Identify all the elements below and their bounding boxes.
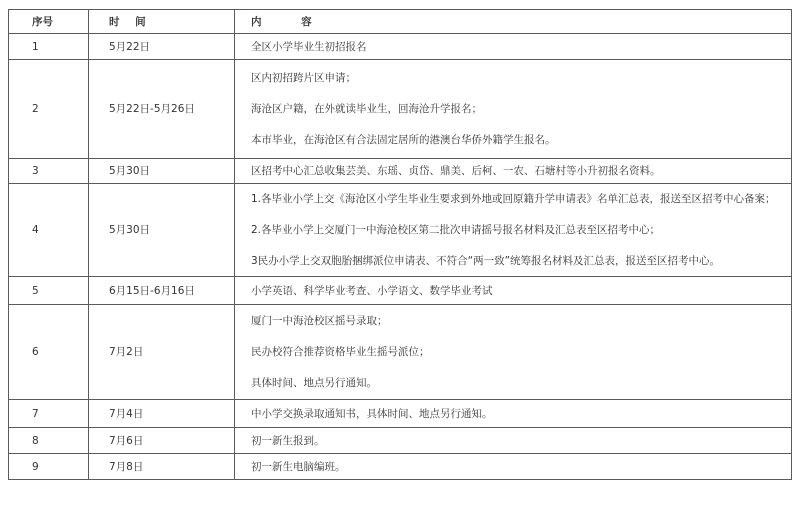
table-row bbox=[9, 60, 792, 159]
table-row bbox=[9, 159, 792, 184]
content-line: 区内初招跨片区申请； bbox=[251, 72, 356, 84]
header-time-label: 时 间 bbox=[109, 15, 152, 28]
cell-no: 7 bbox=[9, 400, 89, 428]
cell-no: 1 bbox=[9, 34, 89, 60]
table-header bbox=[9, 10, 792, 34]
cell-time: 7月6日 bbox=[89, 428, 235, 454]
cell-content bbox=[235, 454, 792, 480]
cell-no: 5 bbox=[9, 277, 89, 305]
cell-time: 5月30日 bbox=[89, 159, 235, 184]
cell-no: 9 bbox=[9, 454, 89, 480]
content-line: 中小学交换录取通知书，具体时间、地点另行通知。 bbox=[251, 407, 493, 420]
schedule-table bbox=[8, 9, 792, 480]
header-content bbox=[235, 10, 792, 34]
content-line: 具体时间、地点另行通知。 bbox=[251, 377, 377, 389]
cell-content bbox=[235, 305, 792, 400]
table-row bbox=[9, 400, 792, 428]
header-time bbox=[89, 10, 235, 34]
cell-time: 6月15日-6月16日 bbox=[89, 277, 235, 305]
table-row bbox=[9, 277, 792, 305]
header-content-label: 内 容 bbox=[251, 15, 330, 28]
cell-time: 5月22日-5月26日 bbox=[89, 60, 235, 159]
content-line: 海沧区户籍，在外就读毕业生，回海沧升学报名； bbox=[251, 103, 482, 115]
header-row bbox=[9, 10, 792, 34]
table-row bbox=[9, 305, 792, 400]
cell-content bbox=[235, 159, 792, 184]
cell-content bbox=[235, 277, 792, 305]
table-row bbox=[9, 184, 792, 277]
header-no-label: 序号 bbox=[32, 15, 53, 28]
cell-time: 5月22日 bbox=[89, 34, 235, 60]
cell-no: 2 bbox=[9, 60, 89, 159]
content-line: 小学英语、科学毕业考查、小学语文、数学毕业考试 bbox=[251, 284, 493, 297]
table-row bbox=[9, 34, 792, 60]
cell-time: 7月8日 bbox=[89, 454, 235, 480]
content-line: 本市毕业，在海沧区有合法固定居所的港澳台华侨外籍学生报名。 bbox=[251, 134, 556, 146]
cell-no: 6 bbox=[9, 305, 89, 400]
cell-time: 5月30日 bbox=[89, 184, 235, 277]
content-line: 厦门一中海沧校区摇号录取； bbox=[251, 315, 388, 327]
content-line: 2.各毕业小学上交厦门一中海沧校区第二批次申请摇号报名材料及汇总表至区招考中心； bbox=[251, 224, 661, 236]
table-body bbox=[9, 34, 792, 480]
cell-no: 4 bbox=[9, 184, 89, 277]
cell-content bbox=[235, 34, 792, 60]
cell-time: 7月4日 bbox=[89, 400, 235, 428]
table-row bbox=[9, 454, 792, 480]
cell-content bbox=[235, 400, 792, 428]
cell-content bbox=[235, 428, 792, 454]
cell-content bbox=[235, 184, 792, 277]
cell-time: 7月2日 bbox=[89, 305, 235, 400]
content-line: 初一新生电脑编班。 bbox=[251, 460, 346, 473]
content-line: 1.各毕业小学上交《海沧区小学生毕业生要求到外地或回原籍升学申请表》名单汇总表，报送至区招考中心备案； bbox=[251, 193, 776, 205]
content-line: 全区小学毕业生初招报名 bbox=[251, 40, 367, 53]
content-line: 民办校符合推荐资格毕业生摇号派位； bbox=[251, 346, 430, 358]
content-line: 初一新生报到。 bbox=[251, 434, 325, 447]
table-row bbox=[9, 428, 792, 454]
content-line: 区招考中心汇总收集芸美、东瑶、贞岱、鼎美、后柯、一农、石塘村等小升初报名资料。 bbox=[251, 165, 661, 177]
cell-no: 3 bbox=[9, 159, 89, 184]
cell-content bbox=[235, 60, 792, 159]
content-line: 3民办小学上交双胞胎捆绑派位申请表、不符合“两一致”统筹报名材料及汇总表，报送至区招考中心。 bbox=[251, 255, 721, 267]
cell-no: 8 bbox=[9, 428, 89, 454]
header-no bbox=[9, 10, 89, 34]
